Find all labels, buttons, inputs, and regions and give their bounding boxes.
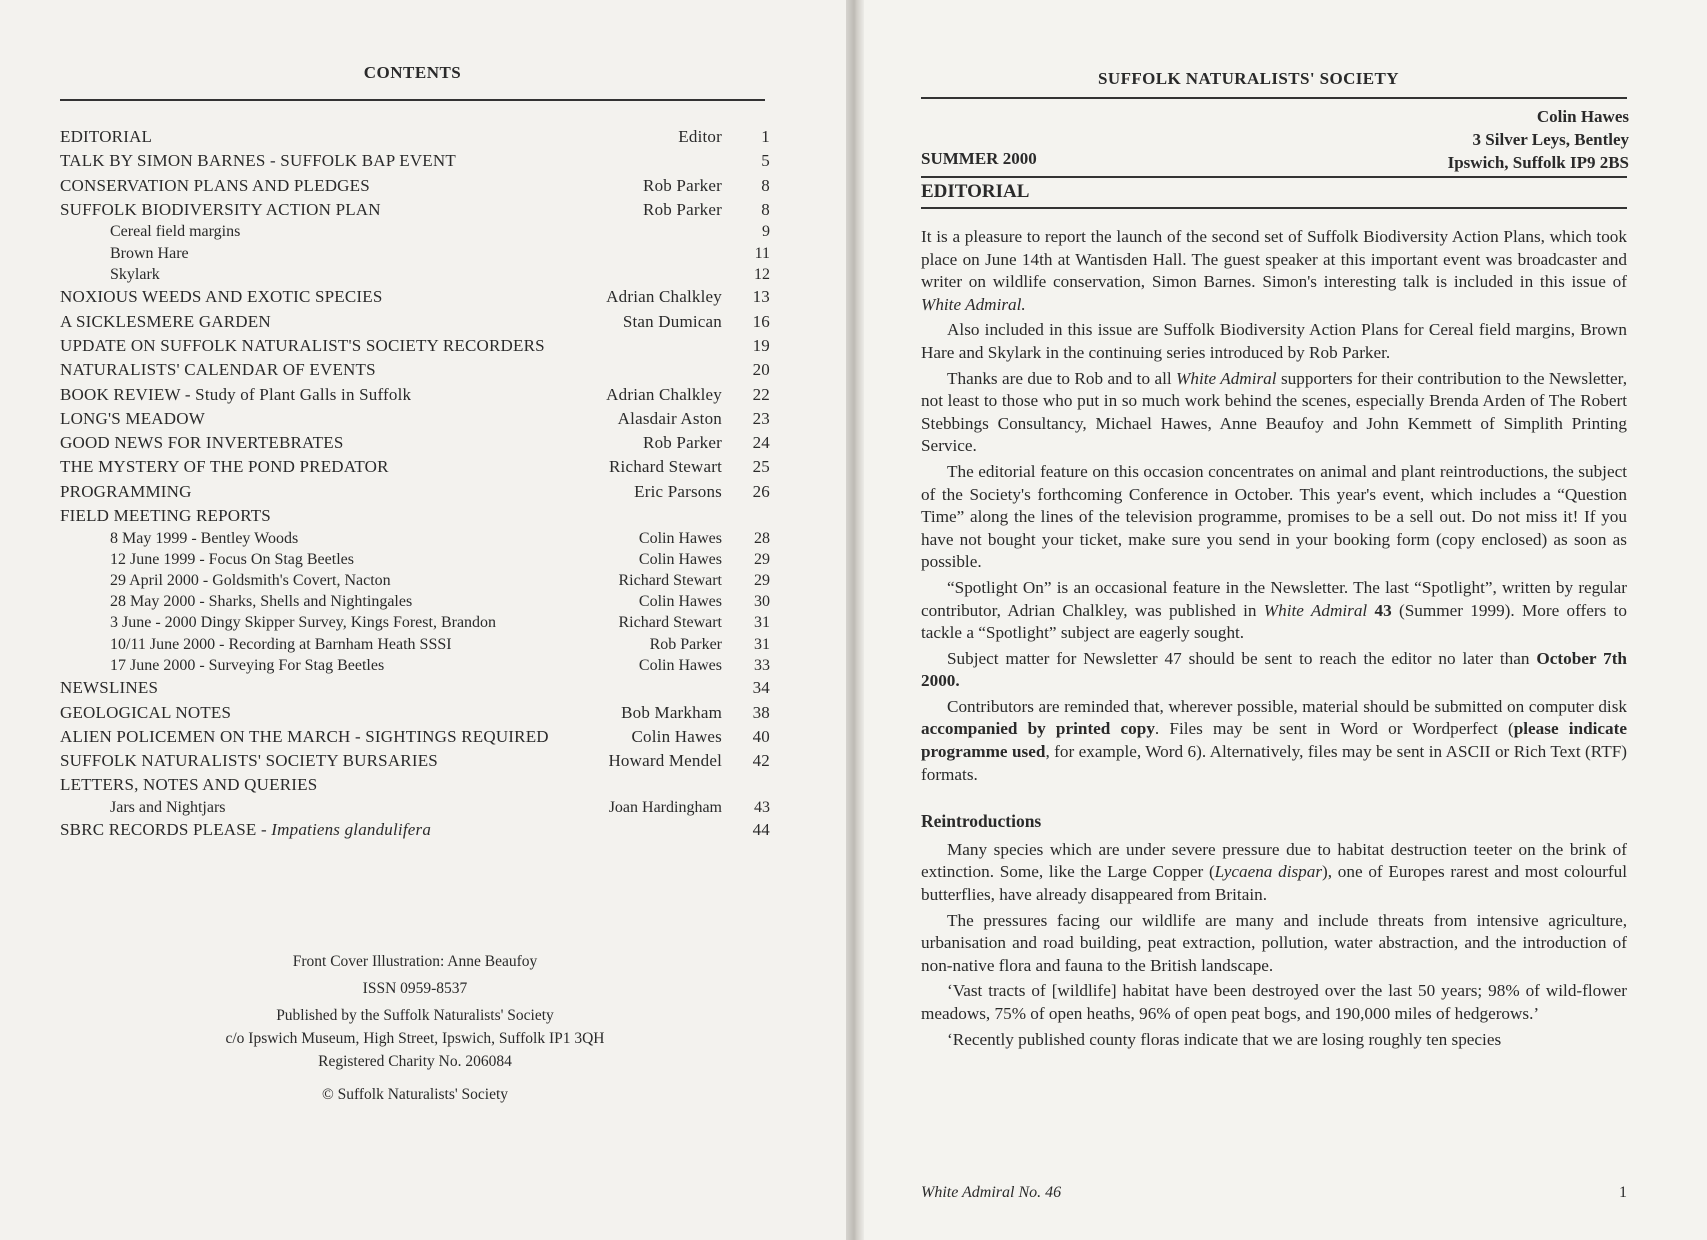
toc-subentry <box>60 243 770 265</box>
address-line-1: 3 Silver Leys, Bentley <box>1472 130 1629 149</box>
toc-entry <box>60 819 770 841</box>
paragraph: “Spotlight On” is an occasional feature in the Newsletter. The last “Spotlight”, written by regular contributor, Adrian Chalkley, was published in White Admiral 43 (Summer 1999). More offers to tackle a “Spotlight” subject are eagerly sought. <box>921 577 1627 643</box>
toc-author: Colin Hawes <box>631 726 722 746</box>
toc-author: Stan Dumican <box>622 311 722 331</box>
editorial-page <box>864 0 1707 1240</box>
paragraph: Many species which are under severe pressure due to habitat destruction teeter on the brink of extinction. Some, like the Large Copper (Lycaena dispar), one of Europes rarest and most colourful butterflies, have already disappeared from Britain. <box>921 839 1627 905</box>
toc-entry <box>60 408 770 430</box>
toc-title: 10/11 June 2000 - Recording at Barnham Heath SSSI <box>110 635 452 653</box>
toc-entry <box>60 702 770 724</box>
toc-author: Richard Stewart <box>618 571 722 589</box>
toc-title: 17 June 2000 - Surveying For Stag Beetles <box>110 656 385 674</box>
toc-entry <box>60 750 770 772</box>
toc-author: Eric Parsons <box>634 481 722 501</box>
toc-entry <box>60 677 770 699</box>
toc-title: BOOK REVIEW - Study of Plant Galls in Suffolk <box>60 384 412 404</box>
toc-entry <box>60 335 770 357</box>
copyright: © Suffolk Naturalists' Society <box>321 1086 509 1103</box>
toc-author: Joan Hardingham <box>608 798 722 816</box>
toc-page-number: 29 <box>754 550 770 568</box>
toc-title: PROGRAMMING <box>60 481 192 501</box>
toc-author: Adrian Chalkley <box>606 384 722 404</box>
issue-rule <box>921 176 1627 178</box>
toc-entry <box>60 150 770 172</box>
toc-author: Richard Stewart <box>609 457 722 477</box>
colophon <box>60 950 770 1106</box>
toc-page-number: 28 <box>754 529 770 547</box>
toc-subentry <box>60 528 770 550</box>
toc-entry <box>60 774 770 796</box>
toc-author: Rob Parker <box>643 199 722 219</box>
editor-address <box>1448 105 1629 174</box>
toc-author: Rob Parker <box>649 635 722 653</box>
toc-page-number: 25 <box>752 457 770 477</box>
toc-title: EDITORIAL <box>60 127 153 146</box>
toc-entry <box>60 456 770 478</box>
toc-title: 3 June - 2000 Dingy Skipper Survey, Kings Forest, Brandon <box>110 614 497 632</box>
toc-author: Adrian Chalkley <box>606 287 722 307</box>
toc-title: ALIEN POLICEMEN ON THE MARCH - SIGHTINGS REQUIRED <box>60 726 549 746</box>
toc-author: Colin Hawes <box>638 529 722 547</box>
toc-entry <box>60 126 770 148</box>
toc-entry <box>60 286 770 308</box>
society-title: SUFFOLK NATURALISTS' SOCIETY <box>1098 69 1399 88</box>
toc-title: A SICKLESMERE GARDEN <box>60 311 271 331</box>
toc-entry <box>60 199 770 221</box>
toc-entry <box>60 359 770 381</box>
publisher-address: c/o Ipswich Museum, High Street, Ipswich, Suffolk IP1 3QH <box>225 1030 605 1047</box>
toc-title: TALK BY SIMON BARNES - SUFFOLK BAP EVENT <box>60 151 456 171</box>
paragraph: ‘Recently published county floras indicate that we are losing roughly ten species <box>947 1029 1502 1049</box>
toc-subentry <box>60 549 770 571</box>
toc-title: 8 May 1999 - Bentley Woods <box>110 529 299 547</box>
toc-title-italic: Impatiens glandulifera <box>271 820 432 840</box>
toc-page-number: 24 <box>752 433 770 453</box>
toc-title: Cereal field margins <box>110 223 241 241</box>
toc-page-number: 42 <box>752 751 770 771</box>
toc-title: CONSERVATION PLANS AND PLEDGES <box>60 175 370 195</box>
toc-title: GOOD NEWS FOR INVERTEBRATES <box>60 433 344 453</box>
toc-subentry <box>60 612 770 634</box>
paragraph: ‘Vast tracts of [wildlife] habitat have been destroyed over the last 50 years; 98% of wild-flower meadows, 75% of open heaths, 96% of open peat bogs, and 190,000 miles of hedgerows.’ <box>921 981 1627 1023</box>
charity-number: Registered Charity No. 206084 <box>318 1053 512 1070</box>
toc-subentry <box>60 797 770 819</box>
toc-title: Jars and Nightjars <box>110 798 226 816</box>
paragraph: Subject matter for Newsletter 47 should be sent to reach the editor no later than October 7th 2000. <box>921 648 1627 691</box>
toc-title: LONG'S MEADOW <box>60 408 205 428</box>
editorial-body <box>921 226 1627 1054</box>
toc-page-number: 8 <box>761 175 770 195</box>
toc-subentry <box>60 591 770 613</box>
toc-entry <box>60 505 770 527</box>
toc-subentry <box>60 570 770 592</box>
toc-subentry <box>60 221 770 243</box>
toc-author: Rob Parker <box>643 175 722 195</box>
footer-page-number: 1 <box>1619 1184 1627 1201</box>
toc-page-number: 26 <box>752 481 770 501</box>
paragraph: Contributors are reminded that, wherever possible, material should be submitted on computer disk accompanied by printed copy. Files may be sent in Word or Wordperfect (please indicate programme used, for example, Word 6). Alternatively, files may be sent in ASCII or Rich Text (RTF) formats. <box>921 696 1627 784</box>
contents-title: CONTENTS <box>363 63 462 82</box>
issue-label: SUMMER 2000 <box>921 149 1037 168</box>
toc-page-number: 20 <box>752 360 770 380</box>
section-rule <box>921 207 1627 209</box>
contents-rule <box>60 99 765 101</box>
toc-author: Colin Hawes <box>638 593 722 611</box>
toc-title: SUFFOLK NATURALISTS' SOCIETY BURSARIES <box>60 751 438 771</box>
toc-page-number: 29 <box>754 571 770 589</box>
subheading: Reintroductions <box>921 811 1042 832</box>
toc-page-number: 22 <box>752 384 770 404</box>
footer-publication: White Admiral No. 46 <box>921 1184 1062 1201</box>
toc-title: LETTERS, NOTES AND QUERIES <box>60 775 318 795</box>
toc-entry <box>60 481 770 503</box>
toc-page-number: 31 <box>754 635 770 653</box>
toc-subentry <box>60 655 770 677</box>
toc-title: NEWSLINES <box>60 678 159 698</box>
toc-page-number: 23 <box>752 408 770 428</box>
toc-author: Alasdair Aston <box>617 408 722 428</box>
toc-page-number: 16 <box>752 311 770 331</box>
toc-author: Rob Parker <box>643 433 722 453</box>
toc-page-number: 30 <box>754 593 770 611</box>
toc-author: Bob Markham <box>621 702 722 722</box>
paragraph: Also included in this issue are Suffolk Biodiversity Action Plans for Cereal field margins, Brown Hare and Skylark in the continuing series introduced by Rob Parker. <box>921 320 1627 362</box>
paragraph: Thanks are due to Rob and to all White Admiral supporters for their contribution to the Newsletter, not least to those who put in so much work behind the scenes, especially Brenda Arden of The Robert Stebbings Consultancy, Michael Hawes, Anne Beaufoy and John Kemmett of Simplith Printing Service. <box>921 368 1627 456</box>
toc-title: Skylark <box>110 265 160 283</box>
toc-title: 12 June 1999 - Focus On Stag Beetles <box>110 550 354 568</box>
toc-page-number: 12 <box>754 265 770 283</box>
toc-page-number: 33 <box>754 656 770 674</box>
toc-entry <box>60 311 770 333</box>
toc-author: Richard Stewart <box>618 614 722 632</box>
section-heading: EDITORIAL <box>921 181 1030 202</box>
toc-page-number: 34 <box>752 678 770 698</box>
toc-author: Colin Hawes <box>638 656 722 674</box>
toc-page-number: 19 <box>752 335 770 355</box>
toc-entry <box>60 726 770 748</box>
toc-page-number: 43 <box>754 798 770 816</box>
toc-page-number: 31 <box>754 614 770 632</box>
toc-title: NOXIOUS WEEDS AND EXOTIC SPECIES <box>60 287 383 307</box>
cover-credit: Front Cover Illustration: Anne Beaufoy <box>292 953 538 970</box>
toc-title: UPDATE ON SUFFOLK NATURALIST'S SOCIETY RECORDERS <box>60 335 545 355</box>
toc-title: THE MYSTERY OF THE POND PREDATOR <box>60 457 389 477</box>
toc-page-number: 9 <box>762 223 770 241</box>
toc-author: Howard Mendel <box>608 751 722 771</box>
toc-page-number: 5 <box>761 151 770 171</box>
toc-entry <box>60 432 770 454</box>
toc-page-number: 38 <box>752 702 770 722</box>
editor-name: Colin Hawes <box>1536 107 1629 126</box>
paragraph: The pressures facing our wildlife are many and include threats from intensive agriculture, urbanisation and road building, peat extraction, pollution, water abstraction, and the introduction of non-native flora and fauna to the British landscape. <box>921 910 1627 975</box>
toc-title: Brown Hare <box>110 244 189 262</box>
toc-subentry <box>60 634 770 656</box>
toc-page-number: 1 <box>761 127 770 146</box>
toc-subentry <box>60 264 770 286</box>
issn: ISSN 0959-8537 <box>362 980 468 997</box>
book-gutter <box>846 0 864 1240</box>
toc-title: GEOLOGICAL NOTES <box>60 702 232 722</box>
toc-page-number: 44 <box>752 820 770 840</box>
paragraph: The editorial feature on this occasion concentrates on animal and plant reintroductions, the subject of the Society's forthcoming Conference in October. This year's event, which includes a “Question Time” along the lines of the television programme, promises to be a sell out. Do not miss it! If you have not bought your ticket, make sure you send in your booking form (copy enclosed) as soon as possible. <box>921 461 1627 572</box>
toc-page-number: 13 <box>752 287 770 307</box>
publisher: Published by the Suffolk Naturalists' Society <box>276 1007 554 1024</box>
paragraph: It is a pleasure to report the launch of the second set of Suffolk Biodiversity Action Plans, which took place on June 14th at Wantisden Hall. The guest speaker at this important event was broadcaster and writer on wildlife conservation, Simon Barnes. Simon's interesting talk is included in this issue of White Admiral. <box>921 227 1627 314</box>
toc-title: SUFFOLK BIODIVERSITY ACTION PLAN <box>60 199 381 219</box>
toc-title: 28 May 2000 - Sharks, Shells and Nightingales <box>110 593 413 611</box>
toc-entry <box>60 175 770 197</box>
toc-author: Editor <box>678 127 722 146</box>
society-rule <box>921 97 1627 99</box>
toc-title: FIELD MEETING REPORTS <box>60 506 271 525</box>
toc-title: NATURALISTS' CALENDAR OF EVENTS <box>60 360 376 380</box>
table-of-contents <box>60 126 770 896</box>
toc-author: Colin Hawes <box>638 550 722 568</box>
toc-title: SBRC RECORDS PLEASE - Impatiens glandulifera <box>60 820 432 840</box>
toc-page-number: 11 <box>754 244 770 262</box>
toc-entry <box>60 384 770 406</box>
address-line-2: Ipswich, Suffolk IP9 2BS <box>1447 153 1629 172</box>
toc-title: 29 April 2000 - Goldsmith's Covert, Nacton <box>110 571 391 589</box>
toc-page-number: 40 <box>752 726 770 746</box>
toc-page-number: 8 <box>761 199 770 219</box>
contents-page <box>0 0 846 1240</box>
